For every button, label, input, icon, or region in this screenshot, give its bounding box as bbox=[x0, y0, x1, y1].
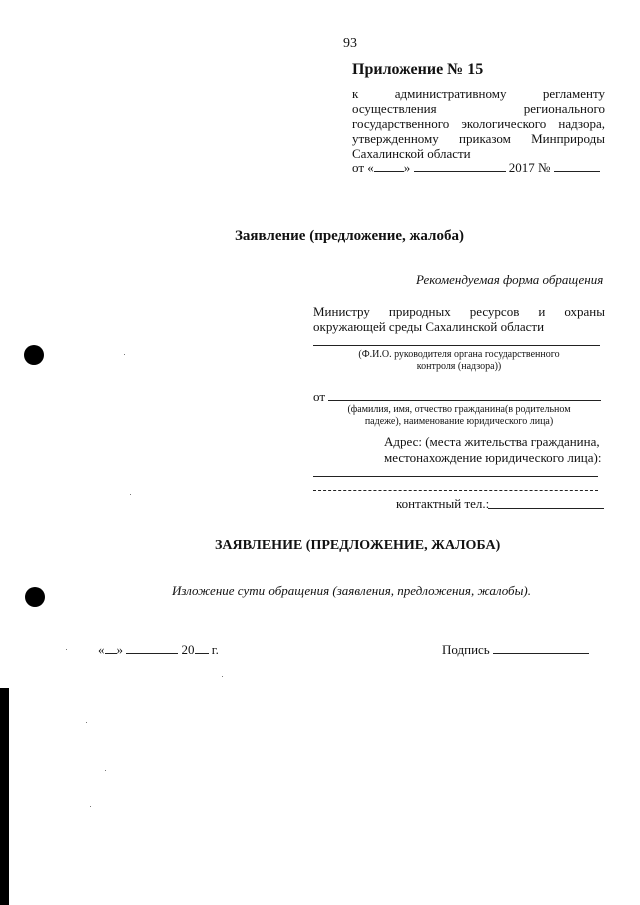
date-prefix: от « bbox=[352, 160, 374, 175]
day-blank[interactable] bbox=[374, 160, 404, 172]
addressee-word: и bbox=[538, 304, 546, 319]
punch-hole-bottom bbox=[25, 587, 45, 607]
date-year: 2017 № bbox=[508, 160, 551, 175]
caption-line: падеже), наименование юридического лица) bbox=[364, 416, 554, 427]
appendix-word: приказом bbox=[459, 131, 511, 146]
appendix-word: регионального bbox=[523, 101, 605, 116]
form-note: Рекомендуемая форма обращения bbox=[416, 272, 604, 287]
addressee-word: охраны bbox=[564, 304, 605, 319]
essence-text: Изложение сути обращения (заявления, предложения, жалобы). bbox=[172, 583, 531, 598]
appendix-date-line bbox=[352, 160, 600, 176]
scan-speck bbox=[86, 722, 87, 723]
month-blank[interactable] bbox=[414, 160, 506, 172]
address-label-line-2: местонахождение юридического лица): bbox=[384, 450, 602, 465]
year-suffix: г. bbox=[211, 642, 219, 657]
addressee-line-1 bbox=[313, 304, 605, 319]
number-blank[interactable] bbox=[554, 160, 600, 172]
main-heading: ЗАЯВЛЕНИЕ (ПРЕДЛОЖЕНИЕ, ЖАЛОБА) bbox=[215, 538, 501, 553]
bottom-month-blank[interactable] bbox=[126, 642, 178, 654]
caption-line: контроля (надзора)) bbox=[416, 361, 502, 372]
scan-speck bbox=[130, 494, 131, 495]
appendix-word: экологического bbox=[461, 116, 547, 131]
bottom-year-blank[interactable] bbox=[195, 642, 209, 654]
appendix-line-3 bbox=[352, 116, 605, 131]
punch-hole-top bbox=[24, 345, 44, 365]
date-close: » bbox=[116, 642, 123, 657]
date-mid: » bbox=[403, 160, 411, 175]
appendix-line-2 bbox=[352, 101, 605, 116]
appendix-word: Минприроды bbox=[531, 131, 605, 146]
bottom-day-blank[interactable] bbox=[105, 642, 117, 654]
addressee-line-2: окружающей среды Сахалинской области bbox=[313, 319, 545, 334]
appendix-title: Приложение № 15 bbox=[352, 61, 484, 78]
appendix-line-4 bbox=[352, 131, 605, 146]
applicant-name-field[interactable] bbox=[328, 400, 601, 401]
signature-field[interactable] bbox=[493, 642, 589, 654]
binding-edge-shadow bbox=[0, 688, 9, 905]
from-label: от bbox=[313, 389, 326, 404]
addressee-word: природных bbox=[388, 304, 451, 319]
signature-line bbox=[442, 642, 589, 658]
addressee-word: ресурсов bbox=[469, 304, 520, 319]
page-number: 93 bbox=[343, 36, 357, 51]
caption-line: (фамилия, имя, отчество гражданина(в родительном bbox=[347, 404, 571, 415]
scan-speck bbox=[222, 676, 223, 677]
appendix-word: административному bbox=[394, 86, 507, 101]
official-name-field[interactable] bbox=[313, 345, 600, 346]
official-caption bbox=[313, 349, 605, 373]
address-field-1[interactable] bbox=[313, 476, 598, 477]
document-heading: Заявление (предложение, жалоба) bbox=[235, 228, 464, 244]
scan-speck bbox=[66, 649, 67, 650]
appendix-word: регламенту bbox=[542, 86, 605, 101]
appendix-word: надзора, bbox=[558, 116, 605, 131]
contact-phone-field[interactable] bbox=[488, 508, 604, 509]
appendix-line-1 bbox=[352, 86, 605, 101]
appendix-word: осуществления bbox=[352, 101, 437, 116]
appendix-line-5: Сахалинской области bbox=[352, 146, 471, 161]
bottom-date-line bbox=[98, 642, 219, 658]
scan-speck bbox=[124, 354, 125, 355]
address-label-line-1: Адрес: (места жительства гражданина, bbox=[384, 434, 600, 449]
scan-speck bbox=[105, 770, 106, 771]
date-open: « bbox=[98, 642, 105, 657]
address-field-2[interactable] bbox=[313, 490, 598, 491]
contact-label: контактный тел.: bbox=[396, 496, 490, 511]
year-prefix: 20 bbox=[181, 642, 195, 657]
addressee-word: Министру bbox=[313, 304, 370, 319]
appendix-word: к bbox=[352, 86, 359, 101]
signature-label: Подпись bbox=[442, 642, 490, 657]
appendix-word: государственного bbox=[352, 116, 450, 131]
scan-speck bbox=[90, 806, 91, 807]
applicant-caption bbox=[313, 404, 605, 428]
caption-line: (Ф.И.О. руководителя органа государственного bbox=[358, 349, 560, 360]
appendix-word: утвержденному bbox=[352, 131, 439, 146]
